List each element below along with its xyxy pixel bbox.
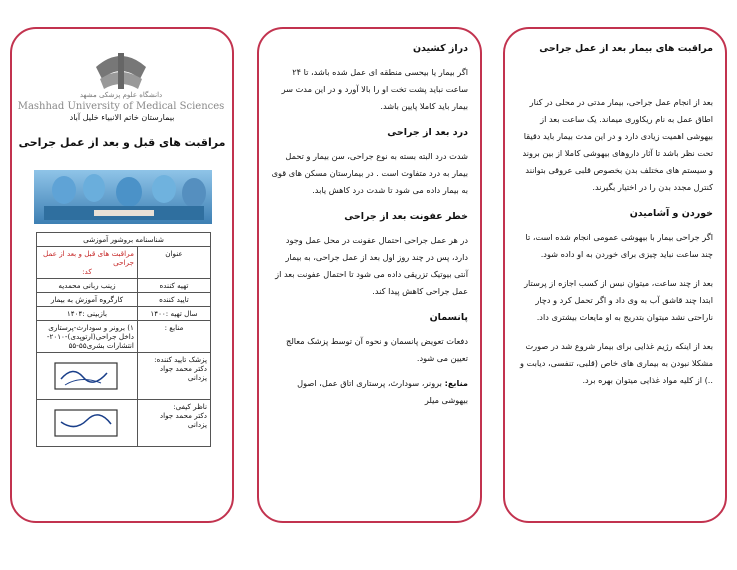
left-panel: [10, 27, 234, 523]
right-panel: [503, 27, 727, 523]
section-text: بعد از اینکه رژیم غذایی برای بیمار شروع شد در صورت مشکلا نبودن به بیماری های خاص (قلبی، تنفسی، دیابت و ..) از کلیه مواد غذایی میتوان بهره برد.: [520, 341, 713, 385]
section-title: دراز کشیدن: [412, 43, 468, 54]
logo-english-text: Mashhad University of Medical Sciences: [17, 101, 225, 112]
section-text: اگر بیمار یا بیحسی منطقه ای عمل شده باشد، تا ۲۴ ساعت نباید پشت تخت او را بالا آورد و در این مدت سر بیمار باید کاملا پایین باشد.: [281, 67, 468, 111]
physician-name: دکتر محمد جواد یزدانی: [159, 364, 207, 382]
sources-label: منابع :: [137, 321, 210, 353]
physician-cell: [137, 353, 210, 400]
sources-paragraph: [271, 375, 468, 409]
sources-value: ۱) برونر و سودارث-پرستاری داخل جراحی(ارتوپدی)-۲۰۱۰- انتشارات بشری۵۵-۵۵: [37, 321, 138, 353]
section-title: درد بعد از جراحی: [387, 127, 468, 138]
section-title: مراقبت های بیمار بعد از عمل جراحی: [539, 43, 713, 54]
code-label: کد:: [82, 267, 92, 276]
svg-text:دانشگاه علوم پزشکی مشهد: دانشگاه علوم پزشکی مشهد: [79, 91, 163, 99]
physician-label: پزشک تایید کننده:: [154, 355, 207, 364]
supervisor-name: دکتر محمد جواد یزدانی: [159, 411, 207, 429]
hospital-name: بیمارستان خاتم الانبیاء خلیل آباد: [69, 113, 175, 122]
supervisor-signature-cell: [37, 400, 138, 447]
section-text: بعد از انجام عمل جراحی، بیمار مدتی در محلی در کنار اطاق عمل به نام ریکاوری میماند. یک ساعت بعد از بیهوشی اهمیت زیادی دارد و در این مدت بیمار باید دقیقا تحت نظر باشد تا آثار داروهای بیهوشی کاملا از بین بروند و سیستم های مختلف بدن بخصوص قلبی عروقی بتوانند کنترل مجدد بدن را در اختیار بگیرند.: [522, 97, 713, 192]
supervisor-label: ناظر کیفی:: [173, 402, 207, 411]
table-header: شناسنامه بروشور آموزشی: [37, 233, 211, 247]
supervisor-cell: [137, 400, 210, 447]
section-title: خوردن و آشامیدن: [629, 208, 713, 219]
physician-signature-cell: [37, 353, 138, 400]
section-text: اگر جراحی بیمار با بیهوشی عمومی انجام شده است، تا چند ساعت نباید چیزی برای خوردن به او داده شود.: [525, 232, 713, 259]
signature-stamp: [51, 404, 123, 442]
section-text: شدت درد البته بسته به نوع جراحی، سن بیمار و تحمل بیمار به درد متفاوت است . در بیمارستان مسکن های قوی به بیمار داده می شود تا شدت درد کاهش یابد.: [271, 151, 468, 195]
sources-label: منابع:: [444, 378, 468, 388]
approver-label: تایید کننده: [137, 293, 210, 307]
section-title: خطر عفونت بعد از جراحی: [344, 211, 468, 222]
subject-label: عنوان: [137, 247, 210, 279]
section-text: بعد از چند ساعت، میتوان نبس از کسب اجازه از پرستار ابتدا چند قاشق آب به وی داد و اگر تحمل کرد و دچار ناراحتی نشد میتوان بتدریج به او مایعات بیشتری داد.: [524, 278, 713, 322]
brochure-title: مراقبت های قبل و بعد از عمل جراحی: [18, 136, 226, 149]
section-text: دفعات تعویض پانسمان و نحوه آن توسط پزشک معالج تعیین می شود.: [286, 336, 468, 363]
preparer-label: تهیه کننده: [137, 279, 210, 293]
prep-year: سال تهیه :۱۴۰۰: [137, 307, 210, 321]
middle-panel: [257, 27, 482, 523]
surgery-photo: [34, 170, 212, 224]
university-logo: [17, 45, 225, 121]
sources-text: برونر، سودارث، پرستاری اتاق عمل، اصول بیهوشی میلر: [297, 378, 468, 405]
section-title: پانسمان: [429, 312, 468, 323]
signature-stamp: [51, 357, 123, 395]
review-year: بازبینی :۱۴۰۴: [37, 307, 138, 321]
brochure-id-table: [36, 232, 211, 447]
subject-cell: [37, 247, 138, 279]
subject-value: مراقبت های قبل و بعد از عمل جراحی: [43, 249, 134, 267]
approver-value: کارگروه آموزش به بیمار: [37, 293, 138, 307]
section-text: در هر عمل جراحی احتمال عفونت در محل عمل وجود دارد، پس در چند روز اول بعد از عمل جراحی، به بیمار آنتی بیوتیک تزریقی داده می شود تا احتمال عفونت بعد از عمل جراحی کاهش پیدا کند.: [275, 235, 468, 296]
preparer-value: زینب ربانی محمدیه: [37, 279, 138, 293]
